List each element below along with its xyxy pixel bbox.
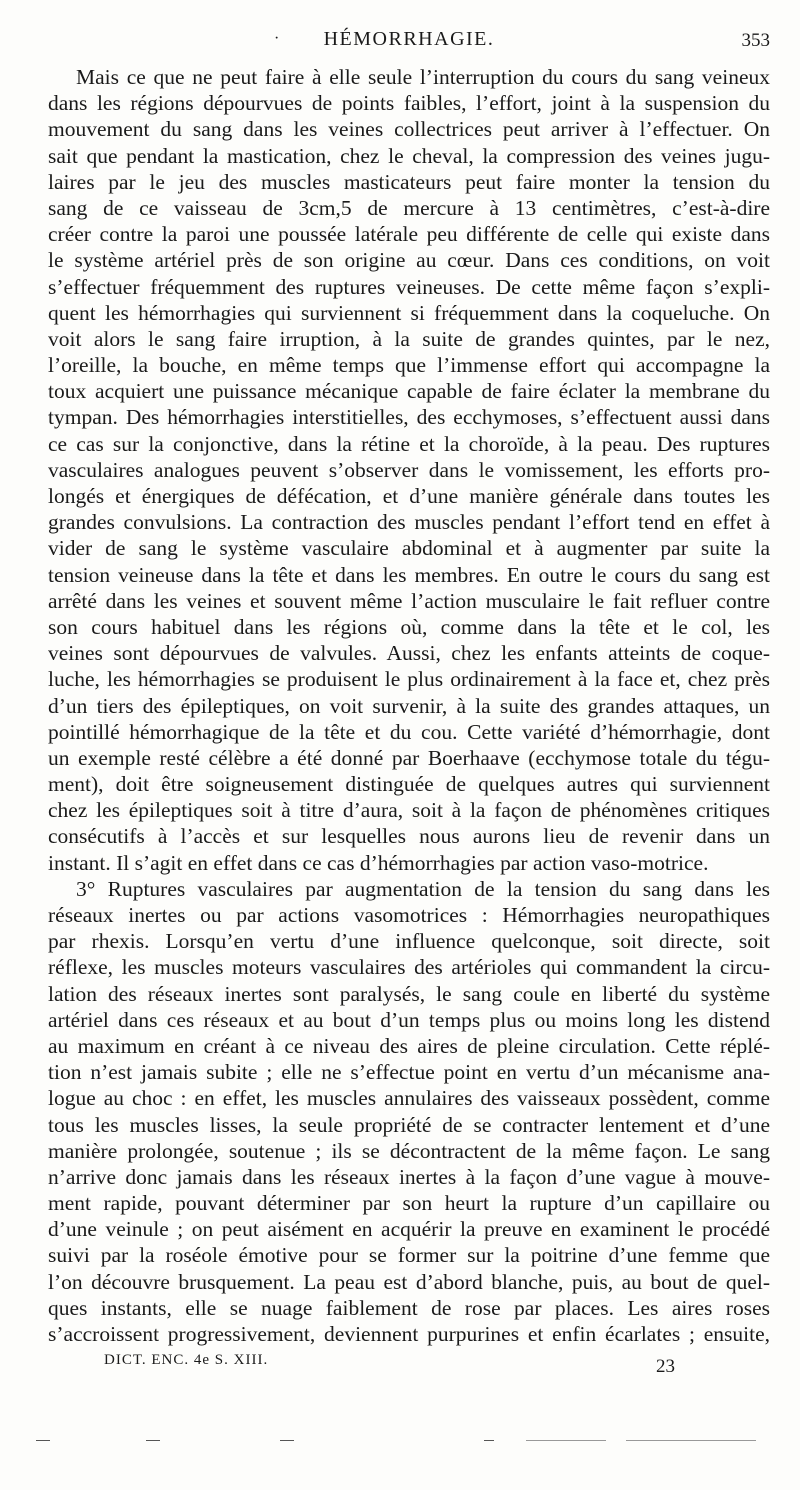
text-line: mouvement du sang dans les veines collectrices peut arriver à l’effectuer. On [48,117,770,142]
text-line: luche, les hémorrhagies se produisent le plus ordinairement à la face et, chez près [48,667,770,692]
body-text [48,64,770,1347]
text-line: ment rapide, pouvant déterminer par son heurt la rupture d’un capillaire ou [48,1191,770,1216]
scan-mark [484,1440,494,1441]
text-line: s’effectuer fréquemment des ruptures veineuses. De cette même façon s’expli- [48,274,770,299]
scan-mark [526,1440,606,1441]
text-line: tous les muscles lisses, la seule propriété de se contracter lentement et d’une [48,1112,770,1137]
text-line: instant. Il s’agit en effet dans ce cas d’hémorrhagies par action vaso-motrice. [48,850,709,875]
text-line: ques instants, elle se nuage faiblement de rose par places. Les aires roses [48,1295,770,1320]
text-line: manière prolongée, soutenue ; ils se décontractent de la même façon. Le sang [48,1138,770,1163]
scan-mark [36,1440,50,1441]
sheet-number: 23 [656,1356,675,1377]
text-line: le système artériel près de son origine au cœur. Dans ces conditions, on voit [48,248,770,273]
text-line: vider de sang le système vasculaire abdominal et à augmenter par suite la [48,536,770,561]
text-line: artériel dans ces réseaux et au bout d’un temps plus ou moins long les distend [48,1007,770,1032]
text-line: veines sont dépourvues de valvules. Aussi, chez les enfants atteints de coque- [48,641,770,666]
text-line: arrêté dans les veines et souvent même l’action musculaire le fait refluer contre [48,588,770,613]
scan-mark [280,1440,294,1441]
text-line: consécutifs à l’accès et sur lesquelles nous aurons lieu de revenir dans un [48,824,770,849]
text-line: quent les hémorrhagies qui surviennent si fréquemment dans la coqueluche. On [48,300,770,325]
header-dot: · [274,30,280,47]
text-line: vasculaires analogues peuvent s’observer dans le vomissement, les efforts pro- [48,457,770,482]
text-line: tympan. Des hémorrhagies interstitielles, des ecchymoses, s’effectuent aussi dans [48,405,770,430]
text-line: toux acquiert une puissance mécanique capable de faire éclater la membrane du [48,379,770,404]
text-line: lation des réseaux inertes sont paralysés, le sang coule en liberté du système [48,981,770,1006]
text-line: tion n’est jamais subite ; elle ne s’effectue point en vertu d’un mécanisme ana- [48,1060,770,1085]
scan-mark [626,1440,756,1441]
text-line: chez les épileptiques soit à titre d’aura, soit à la façon de phénomènes critiques [48,798,770,823]
page-footer [48,1352,770,1382]
text-line: grandes convulsions. La contraction des muscles pendant l’effort tend en effet à [48,510,770,535]
text-line: s’accroissent progressivement, deviennent purpurines et enfin écarlates ; ensuite, [48,1322,770,1346]
running-head [48,28,770,54]
signature-mark: DICT. ENC. 4e S. XIII. [104,1352,269,1368]
text-line: logue au choc : en effet, les muscles annulaires des vaisseaux possèdent, comme [48,1086,770,1111]
text-line: sang de ce vaisseau de 3cm,5 de mercure à 13 centimètres, c’est-à-dire [48,195,770,220]
page-title: HÉMORRHAGIE. [323,28,495,50]
text-line: ment), doit être soigneusement distinguée de quelques autres qui surviennent [48,772,770,797]
text-line: son cours habituel dans les régions où, comme dans la tête et le col, les [48,614,770,639]
text-line: laires par le jeu des muscles masticateurs peut faire monter la tension du [48,169,770,194]
text-line: sait que pendant la mastication, chez le cheval, la compression des veines jugu- [48,143,770,168]
text-line: d’un tiers des épileptiques, on voit survenir, à la suite des grandes attaques, un [48,693,770,718]
section-heading-line: réseaux inertes ou par actions vasomotrices : Hémorrhagies neuropathiques [48,903,770,927]
text-line: Mais ce que ne peut faire à elle seule l’interruption du cours du sang veineux [76,65,770,89]
text-line: au maximum en créant à ce niveau des aires de pleine circulation. Cette réplé- [48,1033,770,1058]
text-line: voit alors le sang faire irruption, à la suite de grandes quintes, par le nez, [48,326,770,351]
scan-mark [146,1440,160,1441]
text-line: dans les régions dépourvues de points faibles, l’effort, joint à la suspension du [48,91,770,116]
text-line: un exemple resté célèbre a été donné par Boerhaave (ecchymose totale du tégu- [48,745,770,770]
text-line: d’une veinule ; on peut aisément en acquérir la preuve en examinent le procédé [48,1217,770,1242]
text-line: tension veineuse dans la tête et dans les membres. En outre le cours du sang est [48,562,770,587]
text-line: pointillé hémorrhagique de la tête et du cou. Cette variété d’hémorrhagie, dont [48,719,770,744]
text-line: l’on découvre brusquement. La peau est d’abord blanche, puis, au bout de quel- [48,1269,770,1294]
text-line: longés et énergiques de défécation, et d’une manière générale dans toutes les [48,484,770,508]
text-line: par rhexis. Lorsqu’en vertu d’une influence quelconque, soit directe, soit [48,929,770,954]
page-number: 353 [741,30,770,51]
scan-artifacts [36,1440,764,1450]
text-line: l’oreille, la bouche, en même temps que l’immense effort qui accompagne la [48,353,770,378]
text-line: réflexe, les muscles moteurs vasculaires des artérioles qui commandent la circu- [48,955,770,980]
text-line: ce cas sur la conjonctive, dans la rétine et la choroïde, à la peau. Des ruptures [48,431,770,456]
text-line: créer contre la paroi une poussée latérale peu différente de celle qui existe dans [48,222,770,247]
text-line: suivi par la roséole émotive pour se former sur la poitrine d’une femme que [48,1243,770,1268]
section-heading-line: 3° Ruptures vasculaires par augmentation de la tension du sang dans les [76,876,770,901]
text-line: n’arrive donc jamais dans les réseaux inertes à la façon d’une vague à mouve- [48,1164,770,1189]
